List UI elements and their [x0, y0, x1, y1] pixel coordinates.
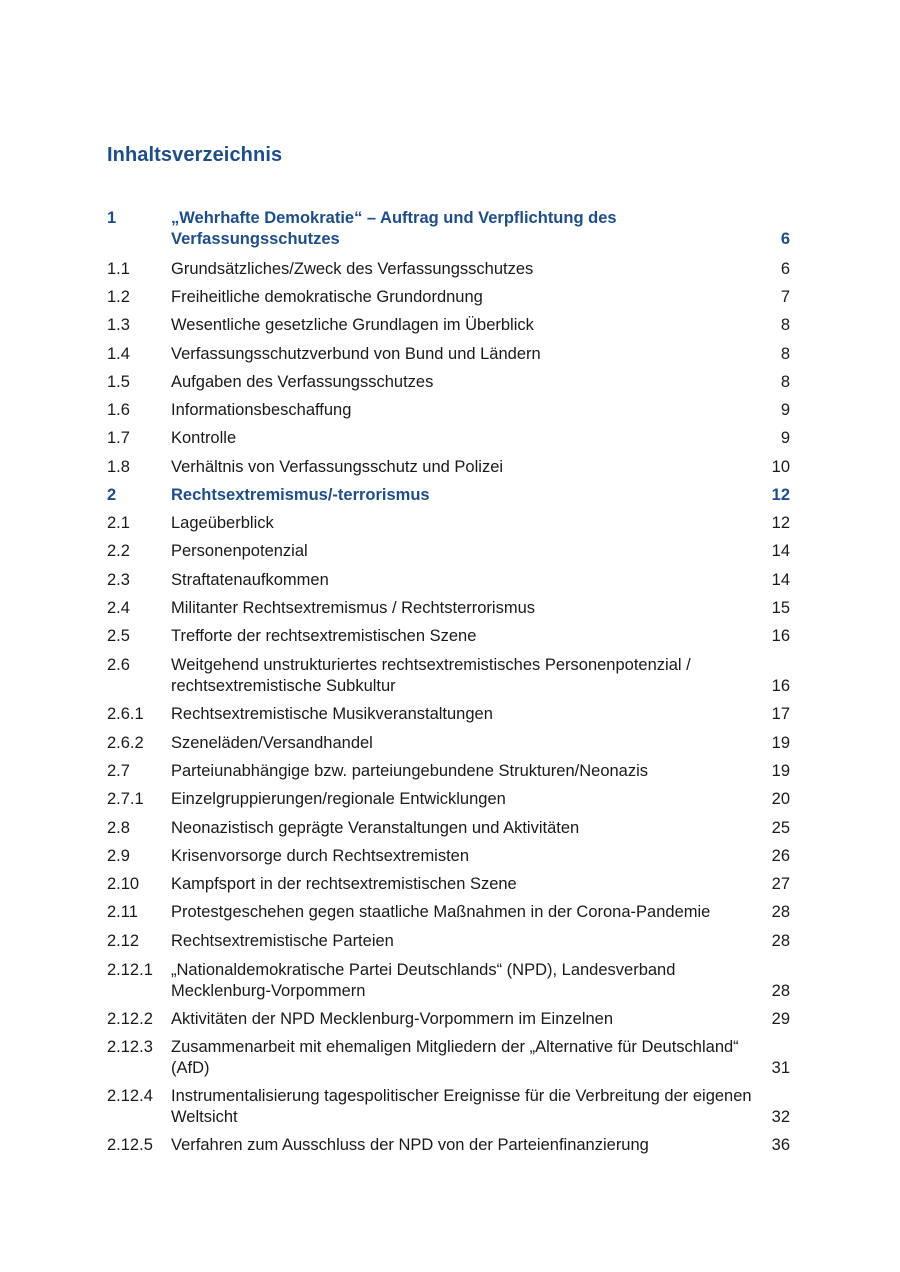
toc-entry-page: 19 — [771, 734, 790, 752]
toc-entry-title: Aktivitäten der NPD Mecklenburg-Vorpommern im Einzelnen — [171, 1010, 614, 1028]
toc-entry-page: 27 — [771, 875, 790, 893]
toc-entry-page: 6 — [780, 230, 790, 248]
toc-entry-number: 1 — [107, 209, 117, 227]
toc-entry-page: 28 — [771, 903, 790, 921]
toc-entry[interactable] — [107, 761, 793, 782]
toc-entry-page: 32 — [771, 1108, 790, 1126]
toc-entry-number: 1.5 — [107, 373, 130, 391]
toc-entry-title: Aufgaben des Verfassungsschutzes — [171, 373, 434, 391]
toc-entry-number: 1.3 — [107, 316, 130, 334]
toc-entry-title: „Nationaldemokratische Partei Deutschlands“ (NPD), Landesverband Mecklenburg-Vorpommern — [171, 961, 676, 1000]
toc-entry[interactable] — [107, 902, 793, 923]
toc-entry-page: 14 — [771, 571, 790, 589]
toc-entry-page: 8 — [780, 373, 790, 391]
toc-entry-page: 8 — [780, 345, 790, 363]
toc-entry[interactable] — [107, 1009, 793, 1030]
toc-entry[interactable] — [107, 259, 793, 280]
toc-entry-title: Kontrolle — [171, 429, 237, 447]
toc-entry-number: 2.12.3 — [107, 1038, 153, 1056]
toc-entry-page: 12 — [771, 486, 790, 504]
toc-entry-page: 26 — [771, 847, 790, 865]
toc-entry-title: Protestgeschehen gegen staatliche Maßnahmen in der Corona-Pandemie — [171, 903, 711, 921]
toc-entry-title: Neonazistisch geprägte Veranstaltungen und Aktivitäten — [171, 819, 580, 837]
toc-entry-page: 7 — [780, 288, 790, 306]
toc-entry-number: 2 — [107, 486, 117, 504]
toc-entry-page: 16 — [771, 677, 790, 695]
toc-entry-number: 1.8 — [107, 458, 130, 476]
toc-entry-number: 2.12.2 — [107, 1010, 153, 1028]
toc-entry-title: Verfahren zum Ausschluss der NPD von der Parteienfinanzierung — [171, 1136, 649, 1154]
toc-entry[interactable] — [107, 344, 793, 365]
toc-entry-page: 29 — [771, 1010, 790, 1028]
toc-entry-title: Parteiunabhängige bzw. parteiungebundene Strukturen/Neonazis — [171, 762, 649, 780]
toc-entry-number: 2.12.5 — [107, 1136, 153, 1154]
toc-entry[interactable] — [107, 428, 793, 449]
toc-entry-page: 14 — [771, 542, 790, 560]
toc-entry-number: 2.5 — [107, 627, 130, 645]
toc-entry-page: 15 — [771, 599, 790, 617]
toc-entry-page: 8 — [780, 316, 790, 334]
toc-entry[interactable] — [107, 818, 793, 839]
toc-entry-number: 2.12.1 — [107, 961, 153, 979]
toc-entry[interactable] — [107, 789, 793, 810]
toc-entry-number: 2.7.1 — [107, 790, 144, 808]
toc-entry-page: 25 — [771, 819, 790, 837]
toc-entry-title: Grundsätzliches/Zweck des Verfassungsschutzes — [171, 260, 534, 278]
toc-entry[interactable] — [107, 733, 793, 754]
toc-entry-title: Trefforte der rechtsextremistischen Szene — [171, 627, 477, 645]
toc-entry-number: 2.12.4 — [107, 1087, 153, 1105]
toc-entry[interactable] — [107, 960, 793, 1002]
toc-entry-page: 16 — [771, 627, 790, 645]
toc-entry[interactable] — [107, 931, 793, 952]
toc-entry[interactable] — [107, 1037, 793, 1079]
toc-entry-title: Verhältnis von Verfassungsschutz und Polizei — [171, 458, 504, 476]
toc-entry-title: Weitgehend unstrukturiertes rechtsextremistisches Personenpotenzial / rechtsextremistische Subkultur — [171, 656, 691, 695]
toc-entry[interactable] — [107, 846, 793, 867]
toc-entry-number: 1.1 — [107, 260, 130, 278]
toc-entry-title: Verfassungsschutzverbund von Bund und Ländern — [171, 345, 541, 363]
toc-entry[interactable] — [107, 655, 793, 697]
toc-entry-number: 2.9 — [107, 847, 130, 865]
toc-entry-page: 10 — [771, 458, 790, 476]
toc-entry-number: 1.6 — [107, 401, 130, 419]
toc-entry-number: 2.4 — [107, 599, 130, 617]
toc-entry[interactable] — [107, 315, 793, 336]
toc-entry-number: 1.4 — [107, 345, 130, 363]
toc-entry-page: 19 — [771, 762, 790, 780]
toc-entry-number: 1.7 — [107, 429, 130, 447]
toc-entry-number: 2.7 — [107, 762, 130, 780]
toc-entry-number: 1.2 — [107, 288, 130, 306]
toc-entry-page: 6 — [780, 260, 790, 278]
toc-entry[interactable] — [107, 287, 793, 308]
toc-chapter-entry[interactable] — [107, 208, 793, 250]
toc-entry-title: „Wehrhafte Demokratie“ – Auftrag und Verpflichtung des Verfassungsschutzes — [171, 209, 617, 248]
toc-entry-number: 2.6 — [107, 656, 130, 674]
toc-entry-number: 2.11 — [107, 903, 138, 921]
toc-entry[interactable] — [107, 1135, 793, 1156]
toc-entry-title: Straftatenaufkommen — [171, 571, 329, 589]
toc-entry-title: Militanter Rechtsextremismus / Rechtsterrorismus — [171, 599, 535, 617]
toc-entry[interactable] — [107, 400, 793, 421]
toc-entry-page: 20 — [771, 790, 790, 808]
toc-entry[interactable] — [107, 598, 793, 619]
toc-entry[interactable] — [107, 372, 793, 393]
toc-entry-number: 2.6.1 — [107, 705, 144, 723]
toc-entry-page: 12 — [771, 514, 790, 532]
toc-entry-title: Einzelgruppierungen/regionale Entwicklungen — [171, 790, 506, 808]
toc-entry[interactable] — [107, 513, 793, 534]
toc-entry-page: 28 — [771, 932, 790, 950]
toc-entry-number: 2.1 — [107, 514, 130, 532]
toc-entry-title: Informationsbeschaffung — [171, 401, 352, 419]
toc-entry-title: Rechtsextremistische Musikveranstaltungen — [171, 705, 493, 723]
toc-entry[interactable] — [107, 457, 793, 478]
toc-entry-title: Lageüberblick — [171, 514, 274, 532]
toc-entry-page: 28 — [771, 982, 790, 1000]
toc-entry-title: Zusammenarbeit mit ehemaligen Mitgliedern der „Alternative für Deutschland“ (AfD) — [171, 1038, 739, 1077]
toc-entry-page: 9 — [780, 429, 790, 447]
toc-chapter-entry[interactable] — [107, 485, 793, 506]
toc-entry-title: Szeneläden/Versandhandel — [171, 734, 373, 752]
toc-entry-page: 17 — [771, 705, 790, 723]
toc-entry[interactable] — [107, 570, 793, 591]
toc-entry-number: 2.12 — [107, 932, 140, 950]
toc-entry-title: Freiheitliche demokratische Grundordnung — [171, 288, 483, 306]
toc-entry-title: Kampfsport in der rechtsextremistischen Szene — [171, 875, 517, 893]
toc-entry-title: Rechtsextremismus/-terrorismus — [171, 486, 430, 504]
toc-entry-number: 2.2 — [107, 542, 130, 560]
toc-entry[interactable] — [107, 1086, 793, 1128]
toc-entry[interactable] — [107, 704, 793, 725]
toc-entry-title: Instrumentalisierung tagespolitischer Ereignisse für die Verbreitung der eigenen Weltsicht — [171, 1087, 752, 1126]
toc-entry-number: 2.6.2 — [107, 734, 144, 752]
page-title: Inhaltsverzeichnis — [107, 144, 283, 166]
toc-entry-title: Krisenvorsorge durch Rechtsextremisten — [171, 847, 470, 865]
toc-entry[interactable] — [107, 874, 793, 895]
toc-entry[interactable] — [107, 626, 793, 647]
toc-entry-page: 36 — [771, 1136, 790, 1154]
toc-entry-page: 9 — [780, 401, 790, 419]
toc-entry-number: 2.8 — [107, 819, 130, 837]
toc-entry-title: Wesentliche gesetzliche Grundlagen im Überblick — [171, 316, 534, 334]
toc-entry-title: Rechtsextremistische Parteien — [171, 932, 394, 950]
toc-entry-number: 2.10 — [107, 875, 140, 893]
toc-entry-number: 2.3 — [107, 571, 130, 589]
toc-entry-title: Personenpotenzial — [171, 542, 308, 560]
toc-entry-page: 31 — [771, 1059, 790, 1077]
toc-entry[interactable] — [107, 541, 793, 562]
